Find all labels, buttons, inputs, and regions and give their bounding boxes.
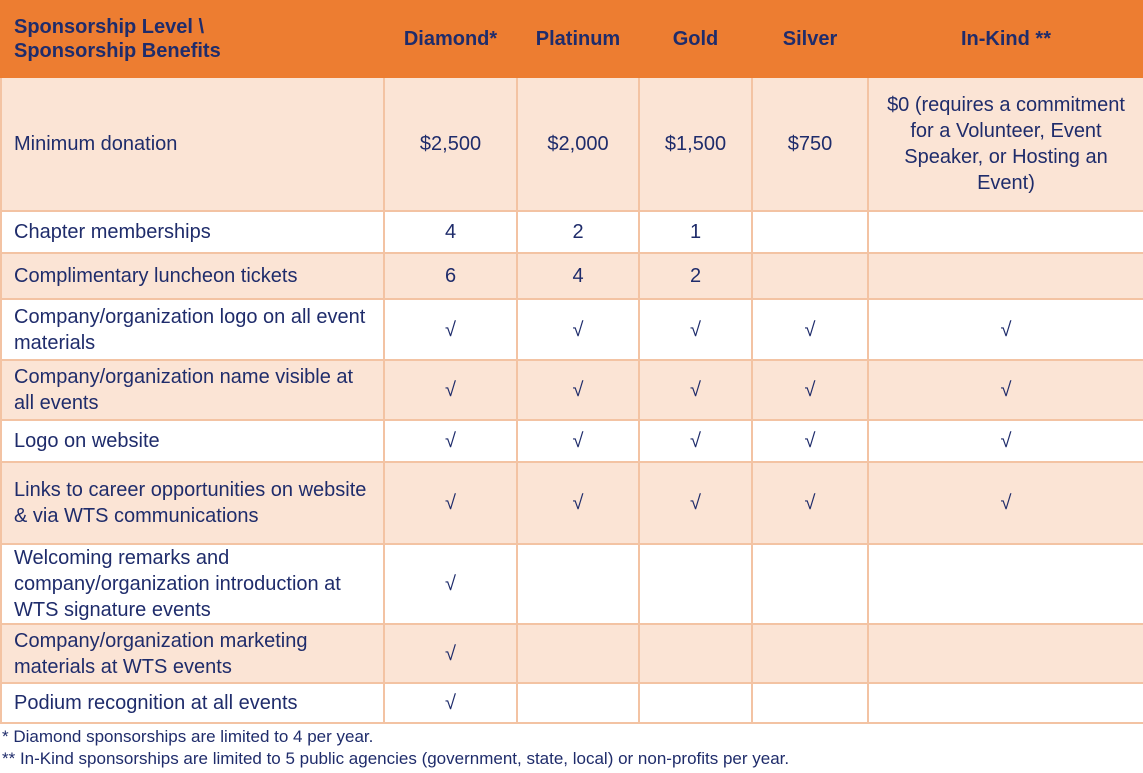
check-cell [868, 683, 1143, 723]
check-cell: √ [868, 360, 1143, 420]
table-row [1, 544, 1143, 624]
check-cell: √ [639, 360, 752, 420]
value-cell [868, 211, 1143, 253]
check-cell: √ [517, 299, 639, 360]
check-cell: √ [752, 299, 868, 360]
table-row [1, 77, 1143, 211]
check-cell [752, 624, 868, 683]
check-cell [517, 544, 639, 624]
value-cell [752, 211, 868, 253]
table-row [1, 299, 1143, 360]
check-cell: √ [384, 360, 517, 420]
benefit-cell: Links to career opportunities on website & via WTS communications [1, 462, 384, 544]
header-level-silver: Silver [752, 1, 868, 77]
check-cell: √ [868, 420, 1143, 462]
header-benefits-line2: Sponsorship Benefits [14, 40, 221, 62]
check-cell: √ [752, 360, 868, 420]
check-cell: √ [517, 420, 639, 462]
check-cell: √ [384, 299, 517, 360]
check-cell: √ [517, 360, 639, 420]
check-cell [639, 683, 752, 723]
value-cell: $2,500 [384, 77, 517, 211]
check-cell: √ [639, 420, 752, 462]
benefit-cell: Company/organization name visible at all events [1, 360, 384, 420]
benefit-cell: Company/organization marketing materials at WTS events [1, 624, 384, 683]
check-cell [868, 624, 1143, 683]
check-cell: √ [752, 420, 868, 462]
value-cell: $750 [752, 77, 868, 211]
value-cell: 2 [639, 253, 752, 299]
table-row [1, 462, 1143, 544]
value-cell [868, 253, 1143, 299]
value-cell [752, 253, 868, 299]
check-cell [752, 544, 868, 624]
check-cell: √ [384, 462, 517, 544]
check-cell [752, 683, 868, 723]
table-row [1, 360, 1143, 420]
check-cell [517, 624, 639, 683]
table-row [1, 420, 1143, 462]
table-header [1, 1, 1143, 77]
header-level-platinum: Platinum [517, 1, 639, 77]
value-cell: 1 [639, 211, 752, 253]
value-cell: 6 [384, 253, 517, 299]
value-cell: 4 [384, 211, 517, 253]
check-cell [517, 683, 639, 723]
header-level-in-kind: In-Kind ** [868, 1, 1143, 77]
value-cell: 2 [517, 211, 639, 253]
table-row [1, 624, 1143, 683]
check-cell: √ [639, 299, 752, 360]
table-row [1, 253, 1143, 299]
check-cell: √ [384, 420, 517, 462]
check-cell: √ [639, 462, 752, 544]
header-benefits [1, 1, 384, 77]
value-cell: 4 [517, 253, 639, 299]
header-level-diamond: Diamond* [384, 1, 517, 77]
check-cell: √ [868, 299, 1143, 360]
benefit-cell: Company/organization logo on all event materials [1, 299, 384, 360]
check-cell: √ [384, 624, 517, 683]
header-level-gold: Gold [639, 1, 752, 77]
header-benefits-line1: Sponsorship Level \ [14, 16, 205, 38]
benefit-cell: Welcoming remarks and company/organization introduction at WTS signature events [1, 544, 384, 624]
check-cell: √ [752, 462, 868, 544]
footnote-in-kind: ** In-Kind sponsorships are limited to 5 public agencies (government, state, local) or non-profits per year. [2, 749, 790, 768]
check-cell: √ [517, 462, 639, 544]
check-cell: √ [868, 462, 1143, 544]
value-cell: $2,000 [517, 77, 639, 211]
check-cell [639, 544, 752, 624]
check-cell: √ [384, 683, 517, 723]
benefit-cell: Podium recognition at all events [1, 683, 384, 723]
benefit-cell: Minimum donation [1, 77, 384, 211]
check-cell [868, 544, 1143, 624]
table-row [1, 211, 1143, 253]
benefit-cell: Logo on website [1, 420, 384, 462]
check-cell: √ [384, 544, 517, 624]
table-body [1, 77, 1143, 723]
footnote-diamond: * Diamond sponsorships are limited to 4 per year. [2, 727, 374, 746]
footnotes [0, 724, 1143, 770]
value-cell: $1,500 [639, 77, 752, 211]
benefit-cell: Complimentary luncheon tickets [1, 253, 384, 299]
header-row [1, 1, 1143, 77]
table-row [1, 683, 1143, 723]
value-cell: $0 (requires a commitment for a Volunteer, Event Speaker, or Hosting an Event) [868, 77, 1143, 211]
check-cell [639, 624, 752, 683]
benefit-cell: Chapter memberships [1, 211, 384, 253]
